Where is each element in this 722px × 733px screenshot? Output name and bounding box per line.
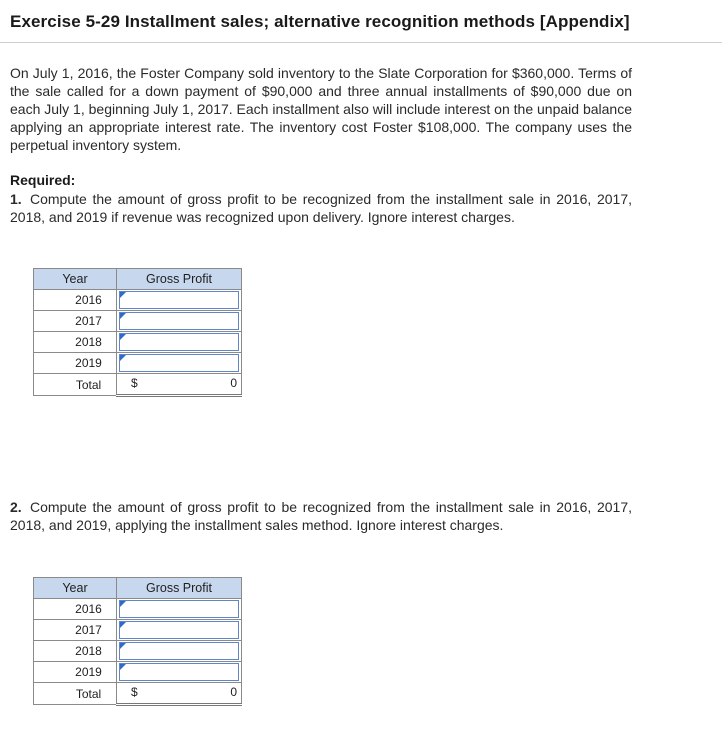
table-row <box>34 599 242 620</box>
currency-symbol: $ <box>131 376 138 390</box>
table-row <box>34 662 242 683</box>
total-amount: 0 <box>230 376 237 390</box>
table-row <box>34 290 242 311</box>
installment-gross-profit-input-2017[interactable] <box>120 622 238 638</box>
installment-gross-profit-input-2016[interactable] <box>120 601 238 617</box>
gross-profit-input-2017[interactable] <box>120 313 238 329</box>
currency-symbol: $ <box>131 685 138 699</box>
total-row <box>34 683 242 705</box>
year-cell: 2019 <box>75 665 102 679</box>
gross-profit-input-2019[interactable] <box>120 355 238 371</box>
required-label: Required: <box>10 172 76 188</box>
table-row <box>34 332 242 353</box>
year-cell: 2016 <box>75 602 102 616</box>
year-header: Year <box>34 578 117 599</box>
exercise-title: Exercise 5-29 Installment sales; alternative recognition methods [Appendix] <box>10 12 630 31</box>
table-row <box>34 641 242 662</box>
gross-profit-header: Gross Profit <box>117 269 242 290</box>
total-row <box>34 374 242 396</box>
year-cell: 2018 <box>75 644 102 658</box>
gross-profit-input-2018[interactable] <box>120 334 238 350</box>
question-1-number: 1. <box>10 191 22 207</box>
gross-profit-table-1 <box>33 268 242 397</box>
total-label: Total <box>75 377 102 392</box>
question-2 <box>10 498 632 534</box>
exercise-description: On July 1, 2016, the Foster Company sold inventory to the Slate Corporation for $360,000. Terms of the sale called for a down payment of $90,000 and three annual installments of $90,000 due on each July 1, beginning July 1, 2017. Each installment also will include interest on the unpaid balance applying an appropriate interest rate. The inventory cost Foster $108,000. The company uses the perpetual inventory system. <box>10 65 632 153</box>
table-row <box>34 620 242 641</box>
table-row <box>34 353 242 374</box>
question-2-text: Compute the amount of gross profit to be recognized from the installment sale in 2016, 2017, 2018, and 2019, applying the installment sales method. Ignore interest charges. <box>10 499 632 533</box>
installment-gross-profit-input-2018[interactable] <box>120 643 238 659</box>
year-cell: 2017 <box>75 314 102 328</box>
gross-profit-input-2016[interactable] <box>120 292 238 308</box>
question-2-number: 2. <box>10 499 22 515</box>
year-cell: 2018 <box>75 335 102 349</box>
year-cell: 2017 <box>75 623 102 637</box>
title-divider <box>0 42 722 43</box>
table-row <box>34 311 242 332</box>
gross-profit-table-2 <box>33 577 242 706</box>
question-1-text: Compute the amount of gross profit to be recognized from the installment sale in 2016, 2017, 2018, and 2019 if revenue was recognized upon delivery. Ignore interest charges. <box>10 191 632 225</box>
gross-profit-header: Gross Profit <box>117 578 242 599</box>
year-header: Year <box>34 269 117 290</box>
installment-gross-profit-input-2019[interactable] <box>120 664 238 680</box>
year-cell: 2019 <box>75 356 102 370</box>
question-1 <box>10 190 632 226</box>
total-amount: 0 <box>230 685 237 699</box>
year-cell: 2016 <box>75 293 102 307</box>
total-label: Total <box>75 686 102 701</box>
